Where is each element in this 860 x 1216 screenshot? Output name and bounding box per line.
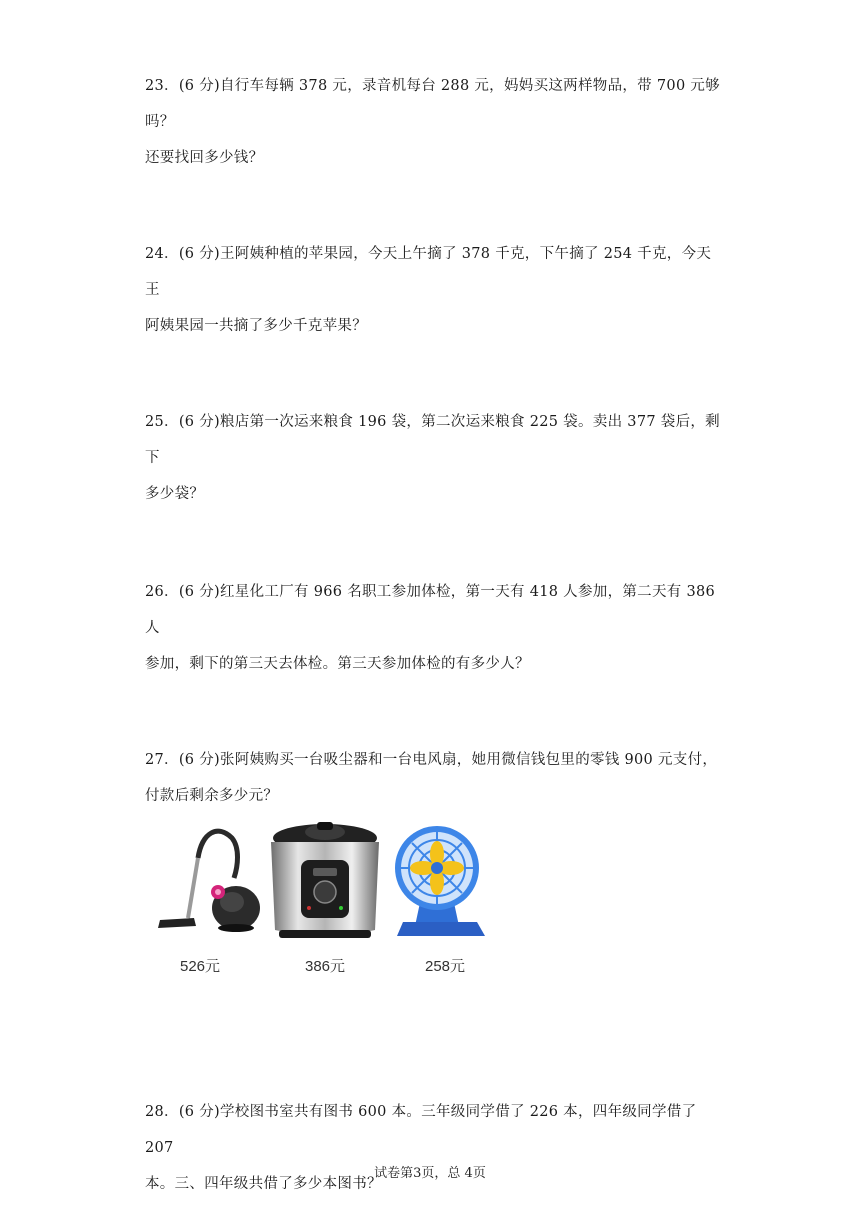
question-27-line-2: 付款后剩余多少元？ — [145, 788, 279, 804]
question-27 — [145, 742, 725, 814]
page-footer: 试卷第3页，总 4页 — [374, 1166, 486, 1181]
question-28-line-2: 本。三、四年级共借了多少本图书？ — [145, 1176, 382, 1192]
question-25-line-2: 多少袋？ — [145, 486, 205, 502]
vacuum-cleaner-icon — [140, 818, 260, 943]
vacuum-cleaner-price: 526元 — [179, 958, 221, 975]
electric-fan-icon — [385, 818, 505, 943]
product-vacuum-cleaner — [140, 818, 260, 988]
question-25 — [145, 404, 725, 512]
question-28-line-1: 28．(6 分)学校图书室共有图书 600 本。三年级同学借了 226 本，四年级同学借了 207 — [145, 1104, 697, 1156]
question-24-line-2: 阿姨果园一共摘了多少千克苹果？ — [145, 318, 367, 334]
question-26-line-1: 26．(6 分)红星化工厂有 966 名职工参加体检，第一天有 418 人参加，第二天有 386 人 — [145, 584, 716, 636]
electric-fan-price: 258元 — [424, 958, 466, 975]
question-23 — [145, 68, 725, 176]
question-26 — [145, 574, 725, 682]
question-23-line-2: 还要找回多少钱？ — [145, 150, 264, 166]
question-26-line-2: 参加，剩下的第三天去体检。第三天参加体检的有多少人？ — [145, 656, 530, 672]
question-25-line-1: 25．(6 分)粮店第一次运来粮食 196 袋，第二次运来粮食 225 袋。卖出 377 袋后，剩下 — [145, 414, 720, 466]
product-rice-cooker — [265, 818, 385, 988]
question-27-line-1: 27．(6 分)张阿姨购买一台吸尘器和一台电风扇，她用微信钱包里的零钱 900 元支付， — [145, 752, 718, 768]
question-23-line-1: 23．(6 分)自行车每辆 378 元，录音机每台 288 元，妈妈买这两样物品，带 700 元够吗？ — [145, 78, 720, 130]
question-24 — [145, 236, 725, 344]
product-electric-fan — [385, 818, 505, 988]
question-24-line-1: 24．(6 分)王阿姨种植的苹果园，今天上午摘了 378 千克，下午摘了 254 千克，今天王 — [145, 246, 712, 298]
rice-cooker-icon — [265, 818, 385, 943]
rice-cooker-price: 386元 — [304, 958, 346, 975]
question-28 — [145, 1094, 725, 1202]
